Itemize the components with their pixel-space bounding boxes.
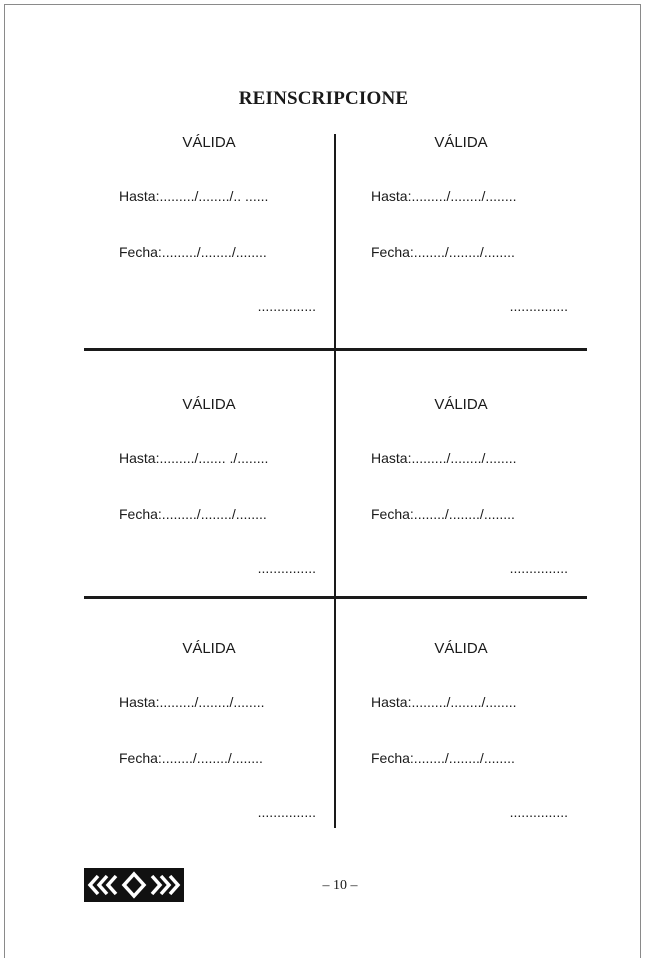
reinscription-cell-2	[336, 134, 586, 334]
horizontal-divider-1	[84, 348, 587, 351]
hasta-field: Hasta:........./......../........	[371, 188, 517, 204]
page-title: REINSCRIPCIONE	[238, 88, 409, 109]
hasta-field: Hasta:........./....... ./........	[119, 450, 269, 466]
valida-label: VÁLIDA	[182, 396, 236, 413]
fecha-field: Fecha:........./......../........	[119, 506, 267, 522]
page-number: – 10 –	[322, 878, 358, 893]
hasta-field: Hasta:........./......../.. ......	[119, 188, 269, 204]
fecha-field: Fecha:......../......../........	[371, 750, 515, 766]
reinscription-cell-6	[336, 640, 586, 840]
signature-line: ...............	[257, 560, 316, 576]
valida-label: VÁLIDA	[182, 134, 236, 151]
chevron-diamond-logo-icon	[84, 868, 184, 902]
hasta-field: Hasta:........./......../........	[371, 694, 517, 710]
signature-line: ...............	[257, 298, 316, 314]
fecha-field: Fecha:......../......../........	[371, 506, 515, 522]
valida-label: VÁLIDA	[434, 396, 488, 413]
fecha-field: Fecha:......../......../........	[119, 750, 263, 766]
hasta-field: Hasta:........./......../........	[371, 450, 517, 466]
fecha-field: Fecha:........./......../........	[119, 244, 267, 260]
hasta-field: Hasta:........./......../........	[119, 694, 265, 710]
reinscription-cell-3	[84, 396, 334, 596]
signature-line: ...............	[509, 560, 568, 576]
fecha-field: Fecha:......../......../........	[371, 244, 515, 260]
valida-label: VÁLIDA	[182, 640, 236, 657]
valida-label: VÁLIDA	[434, 134, 488, 151]
reinscription-cell-5	[84, 640, 334, 840]
reinscription-cell-4	[336, 396, 586, 596]
signature-line: ...............	[509, 804, 568, 820]
horizontal-divider-2	[84, 596, 587, 599]
signature-line: ...............	[257, 804, 316, 820]
valida-label: VÁLIDA	[434, 640, 488, 657]
signature-line: ...............	[509, 298, 568, 314]
reinscription-cell-1	[84, 134, 334, 334]
